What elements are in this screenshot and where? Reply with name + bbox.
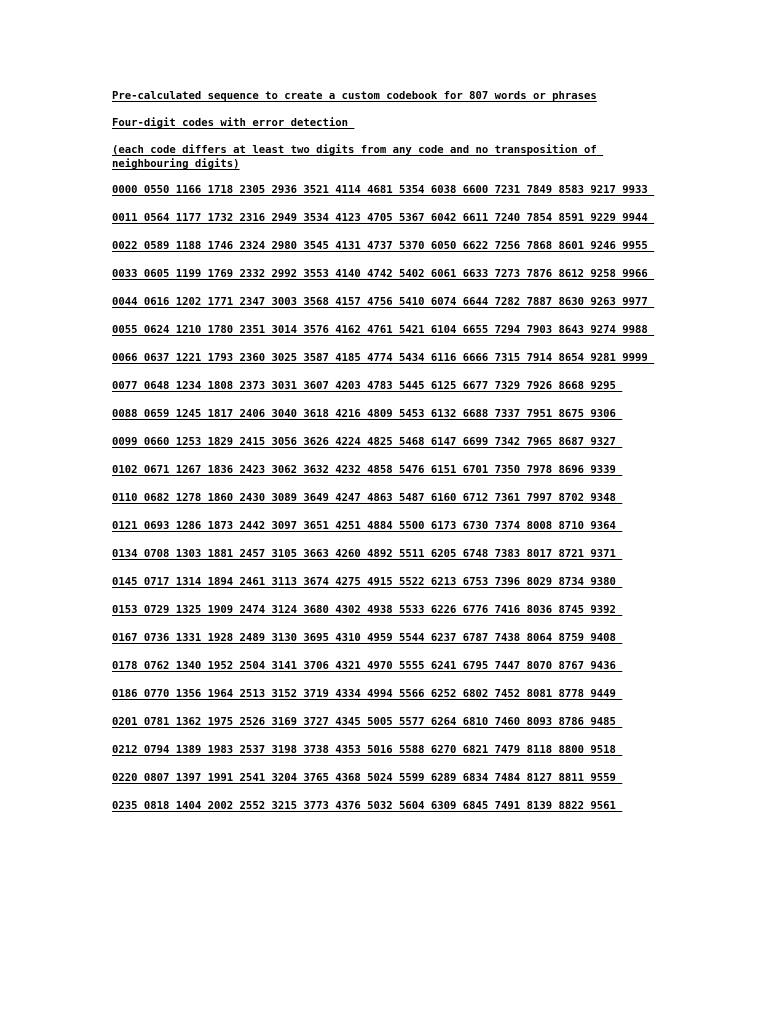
- code-row: 0022 0589 1188 1746 2324 2980 3545 4131 4737 5370 6050 6622 7256 7868 8601 9246 9955: [112, 240, 655, 252]
- code-row: 0099 0660 1253 1829 2415 3056 3626 4224 4825 5468 6147 6699 7342 7965 8687 9327: [112, 436, 623, 448]
- code-row: 0235 0818 1404 2002 2552 3215 3773 4376 5032 5604 6309 6845 7491 8139 8822 9561: [112, 800, 623, 812]
- document-content: [112, 89, 660, 827]
- code-row: 0055 0624 1210 1780 2351 3014 3576 4162 4761 5421 6104 6655 7294 7903 8643 9274 9988: [112, 324, 655, 336]
- code-row: 0088 0659 1245 1817 2406 3040 3618 4216 4809 5453 6132 6688 7337 7951 8675 9306: [112, 408, 623, 420]
- document-subtitle: Four-digit codes with error detection: [112, 117, 355, 129]
- code-row: 0077 0648 1234 1808 2373 3031 3607 4203 4783 5445 6125 6677 7329 7926 8668 9295: [112, 380, 623, 392]
- code-row: 0102 0671 1267 1836 2423 3062 3632 4232 4858 5476 6151 6701 7350 7978 8696 9339: [112, 464, 623, 476]
- document-note: (each code differs at least two digits from any code and no transposition of neighbouring digits): [112, 144, 604, 170]
- code-row: 0121 0693 1286 1873 2442 3097 3651 4251 4884 5500 6173 6730 7374 8008 8710 9364: [112, 520, 623, 532]
- code-row: 0153 0729 1325 1909 2474 3124 3680 4302 4938 5533 6226 6776 7416 8036 8745 9392: [112, 604, 623, 616]
- code-row: 0167 0736 1331 1928 2489 3130 3695 4310 4959 5544 6237 6787 7438 8064 8759 9408: [112, 632, 623, 644]
- code-row: 0011 0564 1177 1732 2316 2949 3534 4123 4705 5367 6042 6611 7240 7854 8591 9229 9944: [112, 212, 655, 224]
- code-row: 0110 0682 1278 1860 2430 3089 3649 4247 4863 5487 6160 6712 7361 7997 8702 9348: [112, 492, 623, 504]
- document-title: Pre-calculated sequence to create a custom codebook for 807 words or phrases: [112, 90, 597, 102]
- code-row: 0066 0637 1221 1793 2360 3025 3587 4185 4774 5434 6116 6666 7315 7914 8654 9281 9999: [112, 352, 655, 364]
- code-row: 0201 0781 1362 1975 2526 3169 3727 4345 5005 5577 6264 6810 7460 8093 8786 9485: [112, 716, 623, 728]
- code-row: 0134 0708 1303 1881 2457 3105 3663 4260 4892 5511 6205 6748 7383 8017 8721 9371: [112, 548, 623, 560]
- code-row: 0178 0762 1340 1952 2504 3141 3706 4321 4970 5555 6241 6795 7447 8070 8767 9436: [112, 660, 623, 672]
- code-row: 0186 0770 1356 1964 2513 3152 3719 4334 4994 5566 6252 6802 7452 8081 8778 9449: [112, 688, 623, 700]
- code-row: 0044 0616 1202 1771 2347 3003 3568 4157 4756 5410 6074 6644 7282 7887 8630 9263 9977: [112, 296, 655, 308]
- code-list: [112, 183, 660, 813]
- code-row: 0212 0794 1389 1983 2537 3198 3738 4353 5016 5588 6270 6821 7479 8118 8800 9518: [112, 744, 623, 756]
- code-row: 0033 0605 1199 1769 2332 2992 3553 4140 4742 5402 6061 6633 7273 7876 8612 9258 9966: [112, 268, 655, 280]
- code-row: 0000 0550 1166 1718 2305 2936 3521 4114 4681 5354 6038 6600 7231 7849 8583 9217 9933: [112, 184, 655, 196]
- code-row: 0220 0807 1397 1991 2541 3204 3765 4368 5024 5599 6289 6834 7484 8127 8811 9559: [112, 772, 623, 784]
- code-row: 0145 0717 1314 1894 2461 3113 3674 4275 4915 5522 6213 6753 7396 8029 8734 9380: [112, 576, 623, 588]
